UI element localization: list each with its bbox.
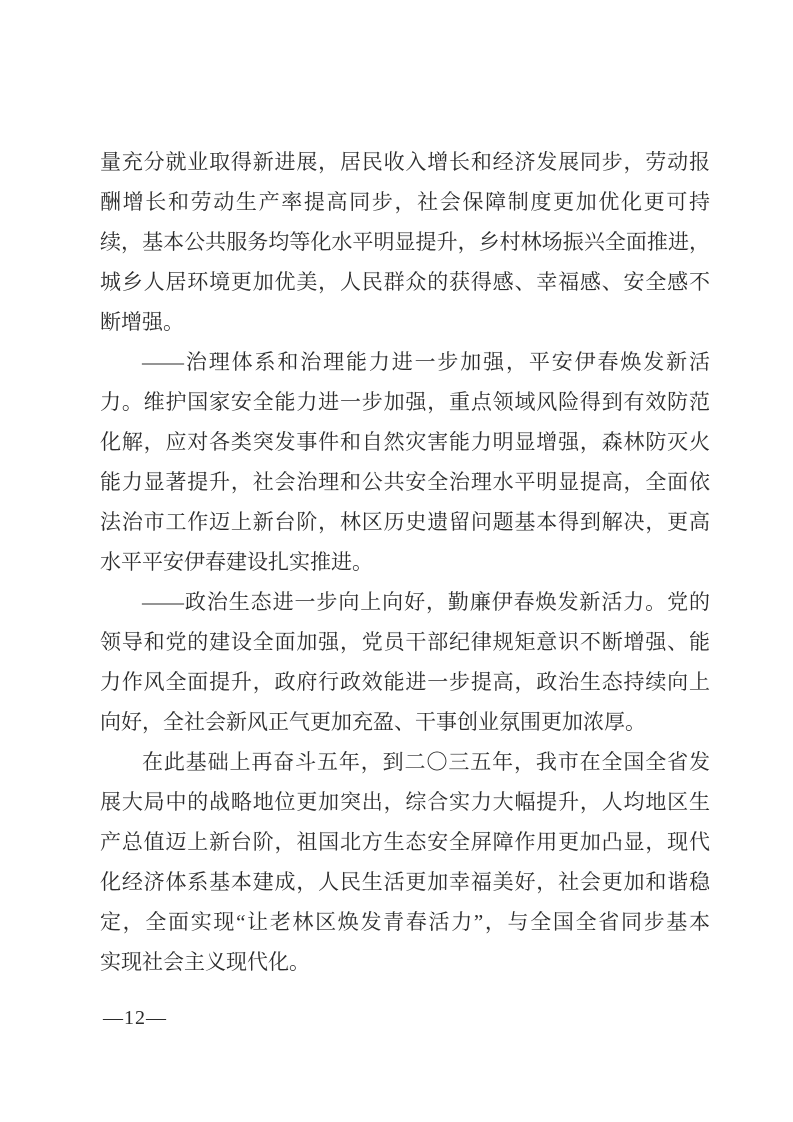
text-line: 能力显著提升，社会治理和公共安全治理水平明显提高，全面依 <box>100 470 710 494</box>
text-line: 力作风全面提升，政府行政效能进一步提高，政治生态持续向上 <box>100 670 710 694</box>
text-line: 向好，全社会新风正气更加充盈、干事创业氛围更加浓厚。 <box>100 710 646 734</box>
text-line: 续，基本公共服务均等化水平明显提升，乡村林场振兴全面推进， <box>100 230 710 254</box>
page-number: —12— <box>103 1007 167 1029</box>
text-line: 力。维护国家安全能力进一步加强，重点领域风险得到有效防范 <box>100 390 710 414</box>
text-line: 在此基础上再奋斗五年，到二〇三五年，我市在全国全省发 <box>142 750 710 774</box>
text-line: 断增强。 <box>100 310 184 334</box>
text-line: 领导和党的建设全面加强，党员干部纪律规矩意识不断增强、能 <box>100 630 710 654</box>
text-line: 化经济体系基本建成，人民生活更加幸福美好，社会更加和谐稳 <box>100 870 710 894</box>
text-line: 实现社会主义现代化。 <box>100 950 310 974</box>
text-line: 城乡人居环境更加优美，人民群众的获得感、幸福感、安全感不 <box>100 270 710 294</box>
text-line: ——政治生态进一步向上向好，勤廉伊春焕发新活力。党的 <box>142 590 710 614</box>
text-line: 化解，应对各类突发事件和自然灾害能力明显增强，森林防灭火 <box>100 430 710 454</box>
text-line: 量充分就业取得新进展，居民收入增长和经济发展同步，劳动报 <box>100 150 710 174</box>
text-line: 法治市工作迈上新台阶，林区历史遗留问题基本得到解决，更高 <box>100 510 710 534</box>
text-line: 定，全面实现“让老林区焕发青春活力”，与全国全省同步基本 <box>100 910 710 934</box>
text-line: 展大局中的战略地位更加突出，综合实力大幅提升，人均地区生 <box>100 790 710 814</box>
text-line: ——治理体系和治理能力进一步加强，平安伊春焕发新活 <box>142 350 710 374</box>
text-line: 酬增长和劳动生产率提高同步，社会保障制度更加优化更可持 <box>100 190 710 214</box>
text-block <box>100 142 710 982</box>
text-line: 水平平安伊春建设扎实推进。 <box>100 550 373 574</box>
text-line: 产总值迈上新台阶，祖国北方生态安全屏障作用更加凸显，现代 <box>100 830 710 854</box>
